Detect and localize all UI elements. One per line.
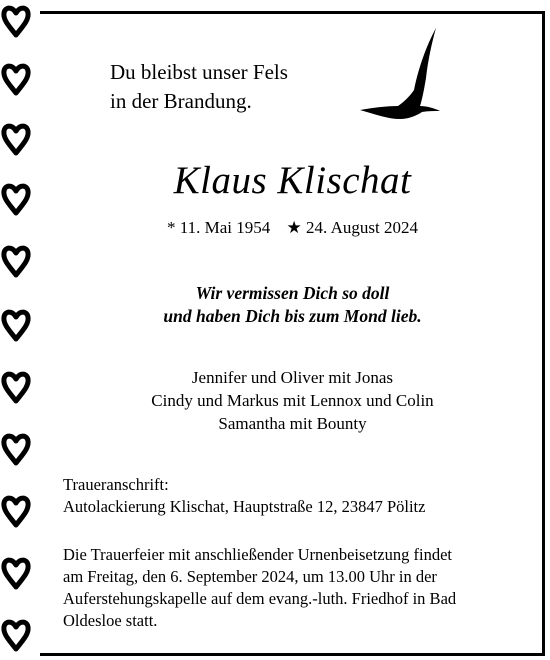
address-label: Traueranschrift: — [63, 475, 169, 494]
life-dates — [40, 218, 545, 238]
mourners-list — [40, 366, 545, 435]
funeral-line: Die Trauerfeier mit anschließender Urnenbeisetzung findet — [63, 545, 452, 564]
funeral-line: am Freitag, den 6. September 2024, um 13.00 Uhr in der — [63, 567, 437, 586]
address-text: Autolackierung Klischat, Hauptstraße 12, 23847 Pölitz — [63, 497, 426, 516]
motto — [110, 58, 288, 116]
heart-icon — [1, 370, 31, 404]
motto-line-2: in der Brandung. — [110, 89, 252, 113]
quote-line-2: und haben Dich bis zum Mond lieb. — [163, 306, 422, 326]
heart-icon — [1, 618, 31, 652]
heart-icon — [1, 244, 31, 278]
mourner-line: Jennifer und Oliver mit Jonas — [191, 368, 394, 387]
heart-icon — [1, 308, 31, 342]
heart-icon — [1, 122, 31, 156]
heart-border — [0, 0, 36, 660]
mourning-address — [63, 474, 425, 518]
funeral-line: Auferstehungskapelle auf dem evang.-luth. Friedhof in Bad — [63, 589, 457, 608]
motto-line-1: Du bleibst unser Fels — [110, 60, 288, 84]
seagull-silhouette-icon — [352, 26, 452, 124]
heart-icon — [1, 4, 31, 38]
mourner-line: Cindy und Markus mit Lennox und Colin — [151, 391, 434, 410]
heart-icon — [1, 432, 31, 466]
heart-icon — [1, 182, 31, 216]
heart-icon — [1, 556, 31, 590]
deceased-name: Klaus Klischat — [173, 159, 412, 202]
mourner-line: Samantha mit Bounty — [218, 414, 367, 433]
death-date: ★ 24. August 2024 — [286, 218, 418, 237]
birth-date: * 11. Mai 1954 — [167, 218, 271, 237]
heart-icon — [1, 62, 31, 96]
quote-line-1: Wir vermissen Dich so doll — [195, 283, 390, 303]
quote — [40, 282, 545, 328]
heart-icon — [1, 494, 31, 528]
funeral-info — [63, 544, 533, 632]
funeral-line: Oldesloe statt. — [63, 611, 158, 630]
